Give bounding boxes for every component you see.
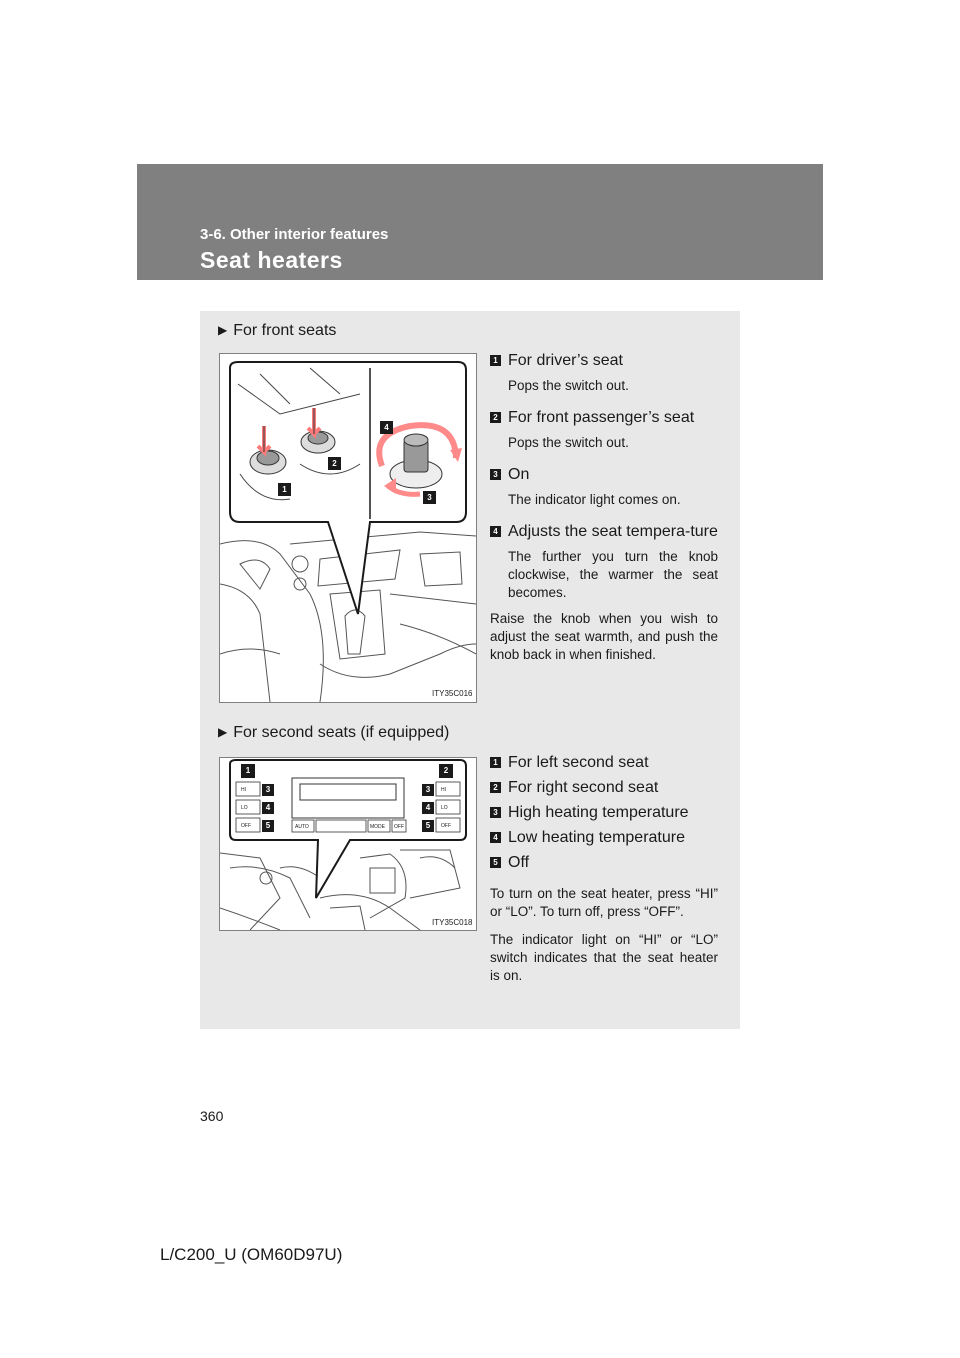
second-seats-heading (218, 724, 449, 742)
callout-4-left: 4 (262, 802, 274, 814)
hi-button-right: HI (441, 787, 446, 793)
callout-1: 1 (241, 764, 255, 778)
front-item-3: 3 On The indicator light comes on. (490, 464, 718, 509)
second-seats-illustration (219, 757, 477, 931)
page-number: 360 (200, 1108, 224, 1124)
second-item-1: 1 For left second seat (490, 752, 718, 773)
callout-3-left: 3 (262, 784, 274, 796)
second-item-2: 2 For right second seat (490, 777, 718, 798)
second-note-2: The indicator light on “HI” or “LO” switch indicates that the seat heater is on. (490, 932, 718, 983)
front-seat-item-list (490, 350, 718, 664)
second-item-4: 4 Low heating temperature (490, 827, 718, 848)
callout-2: 2 (439, 764, 453, 778)
callout-3-right: 3 (422, 784, 434, 796)
callout-5-left: 5 (262, 820, 274, 832)
second-item-3: 3 High heating temperature (490, 802, 718, 823)
off-button-left: OFF (241, 823, 251, 829)
bullet-arrow-icon: ▶ (218, 725, 228, 739)
lo-button-right: LO (441, 805, 448, 811)
off-button-right: OFF (441, 823, 451, 829)
auto-button: AUTO (295, 824, 309, 830)
front-item-1: 1 For driver’s seat Pops the switch out. (490, 350, 718, 395)
bullet-arrow-icon: ▶ (218, 323, 228, 337)
second-note-1: To turn on the seat heater, press “HI” or “LO”. To turn off, press “OFF”. (490, 886, 718, 919)
page-title: Seat heaters (200, 247, 343, 273)
callout-3: 3 (423, 491, 436, 504)
figure-code: ITY35C016 (432, 689, 473, 698)
front-note: Raise the knob when you wish to adjust the seat warmth, and push the knob back in when finished. (490, 611, 718, 662)
lo-button-left: LO (241, 805, 248, 811)
hi-button-left: HI (241, 787, 246, 793)
front-seats-illustration (219, 353, 477, 703)
front-item-2: 2 For front passenger’s seat Pops the switch out. (490, 407, 718, 452)
second-seat-item-list (490, 752, 718, 985)
off-button-center: OFF (394, 824, 404, 830)
mode-button: MODE (370, 824, 385, 830)
front-seats-heading (218, 322, 336, 340)
callout-2: 2 (328, 457, 341, 470)
callout-4: 4 (380, 421, 393, 434)
second-seats-heading-text: For second seats (if equipped) (233, 724, 450, 741)
figure-code: ITY35C018 (432, 918, 473, 927)
second-item-5: 5 Off (490, 852, 718, 873)
callout-1: 1 (278, 483, 291, 496)
front-seats-heading-text: For front seats (233, 322, 337, 339)
footer-document-code: L/C200_U (OM60D97U) (160, 1245, 343, 1264)
section-label: 3-6. Other interior features (200, 226, 389, 243)
callout-5-right: 5 (422, 820, 434, 832)
front-item-4: 4 Adjusts the seat tempera-ture The further you turn the knob clockwise, the warmer the seat becomes. (490, 521, 718, 602)
callout-4-right: 4 (422, 802, 434, 814)
